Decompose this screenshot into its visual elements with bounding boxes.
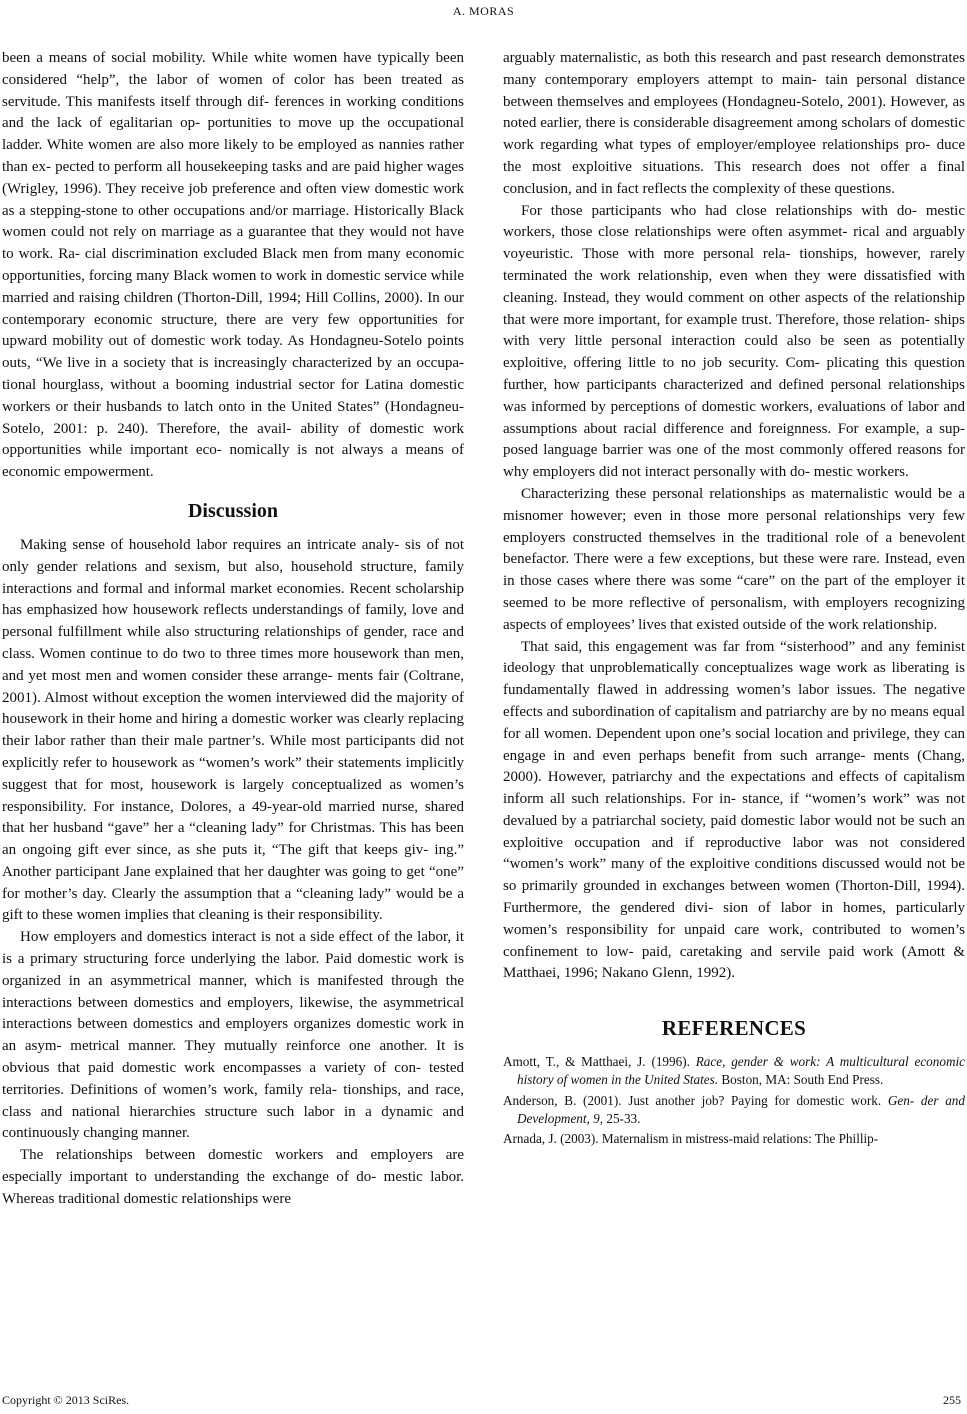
reference-authors: Amott, T., & Matthaei, J. (1996). [503, 1054, 696, 1070]
section-heading-discussion: Discussion [187, 499, 279, 522]
page-number: 255 [943, 1393, 961, 1407]
body-paragraph: The relationships between domestic workers and employers are especially important to understanding the exchange of do- mestic labor. Whereas traditional domestic relationships were [2, 1147, 464, 1207]
left-column [2, 48, 464, 1211]
body-paragraph: That said, this engagement was far from “sisterhood” and any feminist ideology that unproblematically conceptualizes wage work as liberating is fundamentally flawed in addressing women’s labor issues. The negative effects and subordination of capitalism and patriarchy are by no means equal for all women. Dependent upon one’s social location and privilege, they can engage in and even perhaps benefit from such arrange- ments (Chang, 2000). However, patriarchy and the expectations and effects of capitalism inform all such relationships. For in- stance, if “women’s work” was not devalued by a patriarchal society, paid domestic labor would not be such an exploitive occupation and if reproductive labor was not considered “women’s work” many of the exploitive conditions discussed would not be so primarily grounded in exchanges between women (Thorton-Dill, 1994). Furthermore, the gendered divi- sion of labor in homes, particularly women’s responsibility for unpaid care work, contributed to women’s confinement to low- paid, caretaking and servile paid work (Amott & Matthaei, 1996; Nakano Glenn, 1992). [503, 638, 965, 982]
references-heading: REFERENCES [661, 1016, 807, 1041]
body-paragraph: arguably maternalistic, as both this research and past research demonstrates many contemporary employers attempt to main- tain personal distance between themselves and employees (Hondagneu-Sotelo, 2001). However, as noted earlier, there is considerable disagreement among scholars of domestic work regarding what types of employer/employee relationships pro- duce the most exploitive situations. This research does not offer a final conclusion, and in fact reflects the complexity of these questions. [503, 50, 965, 197]
reference-entry [503, 1092, 965, 1128]
reference-publisher: 25-33. [603, 1110, 641, 1126]
body-paragraph: For those participants who had close relationships with do- mestic workers, those close relationships were often asymmet- rical and arguably voyeuristic. Those with more personal rela- tionships, however, rarely terminated the work relationship, even when they were dissatisfied with cleaning. Instead, they would comment on other aspects of the relationship that were more important, for example trust. Therefore, those relation- ships with very little personal interaction could also be seen as potentially exploitive, offering little to no job security. Com- plicating this question further, how participants characterized and defined personal relationships was informed by perceptions of domestic workers, evaluations of labor and assumptions about racial difference and foreignness. For example, a sup- posed language barrier was one of the most commonly offered reasons for why employers did not interact personally with do- mestic workers. [503, 202, 965, 481]
reference-entry [503, 1053, 965, 1089]
reference-authors: Arnada, J. (2003). Maternalism in mistress-maid relations: The Phillip- [503, 1131, 879, 1147]
body-paragraph: Characterizing these personal relationships as maternalistic would be a misnomer however; even in those more personal relationships very few employers constructed themselves in the traditional role of a benevolent benefactor. There were a few exceptions, but these were rare. Instead, even in those cases where there was some “care” on the part of the employer it seemed to be more reflective of personalism, with employers recognizing aspects of employees’ lives that existed outside of the work relationship. [503, 485, 965, 633]
reference-title: Gen- der and Development, 9, [517, 1092, 965, 1126]
running-head: A. MORAS [452, 4, 515, 18]
copyright-notice: Copyright © 2013 SciRes. [2, 1393, 130, 1407]
reference-entry [503, 1130, 965, 1148]
right-column [503, 48, 965, 1150]
body-paragraph: How employers and domestics interact is not a side effect of the labor, it is a primary structuring force underlying the labor. Paid domestic work is organized in an asymmetrical manner, which is manifested through the interactions between domestics and employers, likewise, the asymmetrical interactions between domestics and employers organizes domestic work in an asym- metrical manner. They mutually reinforce one another. It is obvious that paid domestic work encompasses a variety of con- tested territories. Definitions of women’s work, family rela- tionships, and race, class and national hierarchies structure such labor in a dynamic and continuously changing manner. [2, 929, 464, 1142]
reference-list [503, 1053, 965, 1148]
body-paragraph: been a means of social mobility. While white women have typically been considered “help”, the labor of women of color has been treated as servitude. This manifests itself through dif- ferences in working conditions and the lack of egalitarian op- portunities to move up the occupational ladder. White women are also more likely to be employed as nannies rather than ex- pected to perform all housekeeping tasks and are paid higher wages (Wrigley, 1996). They receive job preference and often view domestic work as a stepping-stone to other occupations and/or marriage. Historically Black women could not rely on marriage as a guarantee that they would not have to work. Ra- cial discrimination excluded Black men from many economic opportunities, forcing many Black women to work in domestic service while married and raising children (Thorton-Dill, 1994; Hill Collins, 2000). In our contemporary economic structure, there are very few opportunities for upward mobility out of domestic work today. As Hondagneu-Sotelo points outs, “We live in a society that is increasingly characterized by an occupa- tional hourglass, without a booming industrial sector for Latina domestic workers or their husbands to latch onto in the United States” (Hondagneu-Sotelo, 2001: p. 240). Therefore, the avail- ability of domestic work opportunities while important eco- nomically is not always a means of economic empowerment. [2, 50, 464, 481]
reference-authors: Anderson, B. (2001). Just another job? Paying for domestic work. [503, 1092, 888, 1108]
reference-title: Race, gender & work: A multicultural economic history of women in the United States. [517, 1054, 965, 1088]
body-paragraph: Making sense of household labor requires an intricate analy- sis of not only gender relations and sexism, but also, household structure, family interactions and formal and informal market economies. Recent scholarship has emphasized how housework reflects understandings of family, love and personal fulfillment while also structuring relationships of gender, race and class. Women continue to do two to three times more housework than men, and yet most men and women consider these arrange- ments fair (Coltrane, 2001). Almost without exception the women interviewed did the majority of housework in their home and hiring a domestic worker was clearly replacing their labor rather than their male partner’s. While most participants did not explicitly refer to housework as “women’s work” their statements implicitly suggest that for most, housework is largely conceptualized as women’s responsibility. For instance, Dolores, a 49-year-old married nurse, shared that her husband “gave” her a “cleaning lady” for Christmas. This has been an ongoing gift ever since, as she puts it, “The gift that keeps giv- ing.” Another participant Jane explained that her daughter was going to get “one” for mother’s day. Clearly the assumption that a “cleaning lady” would be a gift to these women implies that cleaning is their responsibility. [2, 536, 464, 924]
reference-publisher: Boston, MA: South End Press. [718, 1072, 884, 1088]
